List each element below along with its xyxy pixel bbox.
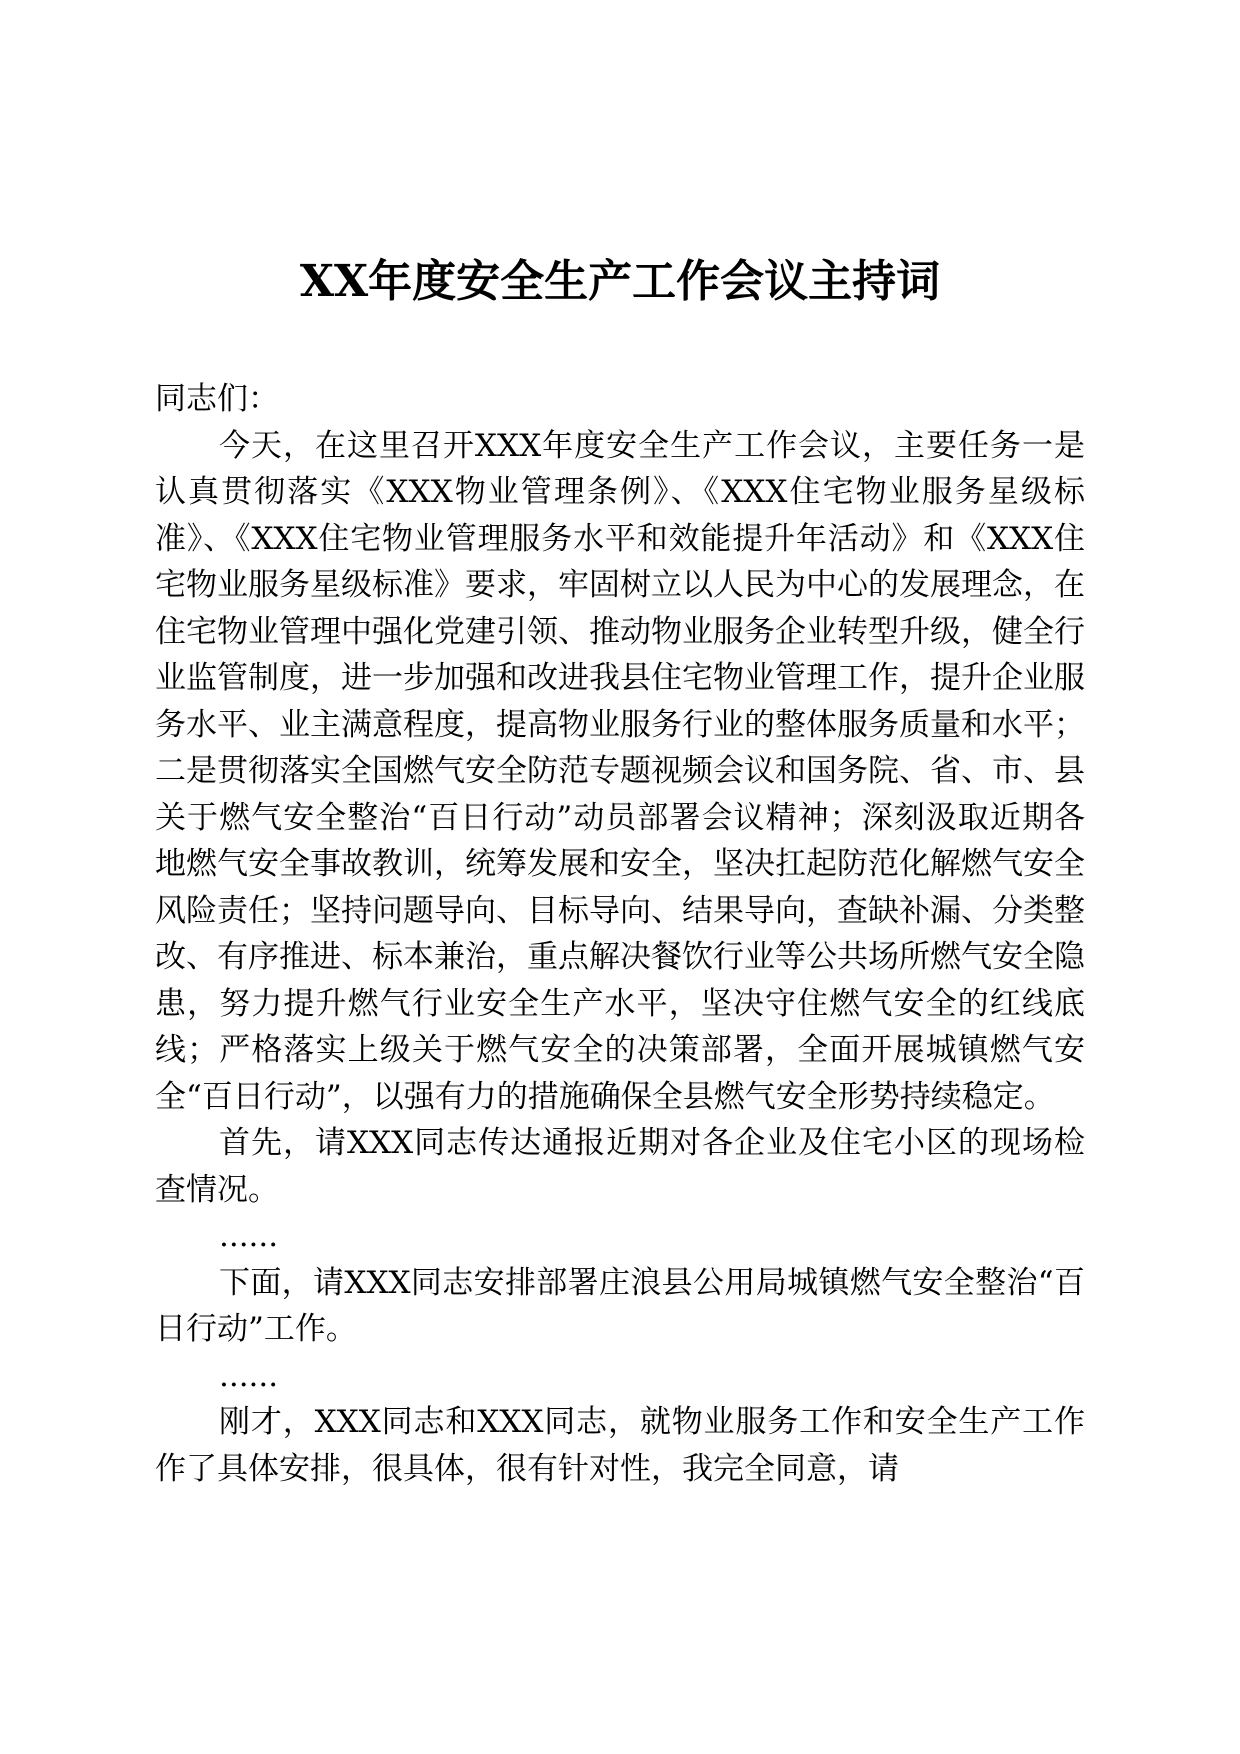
paragraph-opening: 今天，在这里召开XXX年度安全生产工作会议，主要任务一是认真贯彻落实《XXX物业管理条例》、《XXX住宅物业服务星级标准》、《XXX住宅物业管理服务水平和效能提升年活动》和《XXX住宅物业服务星级标准》要求，牢固树立以人民为中心的发展理念，在住宅物业管理中强化党建引领、推动物业服务企业转型升级，健全行业监管制度，进一步加强和改进我县住宅物业管理工作，提升企业服务水平、业主满意程度，提高物业服务行业的整体服务质量和水平；二是贯彻落实全国燃气安全防范专题视频会议和国务院、省、市、县关于燃气安全整治“百日行动”动员部署会议精神；深刻汲取近期各地燃气安全事故教训，统筹发展和安全，坚决扛起防范化解燃气安全风险责任；坚持问题导向、目标导向、结果导向，查缺补漏、分类整改、有序推进、标本兼治，重点解决餐饮行业等公共场所燃气安全隐患，努力提升燃气行业安全生产水平，坚决守住燃气安全的红线底线；严格落实上级关于燃气安全的决策部署，全面开展城镇燃气安全“百日行动”，以强有力的措施确保全县燃气安全形势持续稳定。: [155, 427, 1085, 1115]
salutation: 同志们：: [155, 381, 279, 417]
paragraph-second-speaker: 下面，请XXX同志安排部署庄浪县公用局城镇燃气安全整治“百日行动”工作。: [155, 1264, 1085, 1347]
paragraph-summary: 刚才，XXX同志和XXX同志，就物业服务工作和安全生产工作作了具体安排，很具体，很有针对性，我完全同意，请: [155, 1404, 1085, 1487]
paragraph-first-speaker: 首先，请XXX同志传达通报近期对各企业及住宅小区的现场检查情况。: [155, 1125, 1085, 1208]
ellipsis-1: ......: [219, 1218, 279, 1254]
document-title: XX年度安全生产工作会议主持词: [299, 256, 941, 307]
ellipsis-2: ......: [219, 1357, 279, 1394]
document-body: [155, 376, 1085, 1492]
